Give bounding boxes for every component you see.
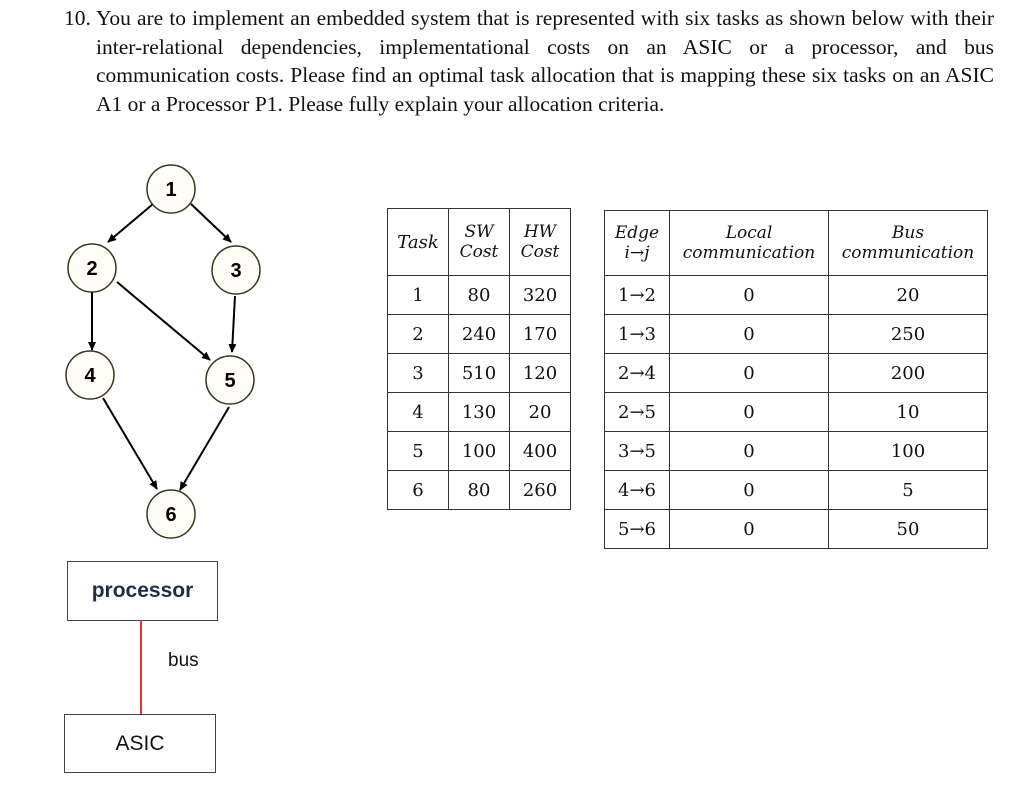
task-cost-row [388,276,571,315]
local-comm-cell: 0 [670,471,829,510]
sw-cost-cell: 80 [449,471,510,510]
bus-comm-cell: 10 [829,393,988,432]
hw-cost-cell: 260 [510,471,571,510]
edge-2-5 [117,282,210,360]
header-task: Task [388,209,449,276]
edge-row [605,510,988,549]
local-comm-cell: 0 [670,393,829,432]
sw-cost-cell: 80 [449,276,510,315]
bus-comm-cell: 100 [829,432,988,471]
bus-label: bus [168,650,199,671]
task-cost-table [387,208,571,510]
edge-4-6 [103,398,157,489]
sw-cost-cell: 100 [449,432,510,471]
task-node-label: 2 [86,258,98,280]
edge-cell: 3→5 [605,432,670,471]
header-local-line2: communication [682,243,816,263]
header-bus-line2: communication [841,243,975,263]
task-node-label: 4 [84,365,96,387]
local-comm-cell: 0 [670,276,829,315]
hw-cost-cell: 20 [510,393,571,432]
edge-cell: 1→3 [605,315,670,354]
edge-3-5 [232,296,235,352]
asic-box: ASIC [64,714,216,773]
hw-cost-cell: 120 [510,354,571,393]
task-id-cell: 4 [388,393,449,432]
header-bus-comm [829,211,988,276]
bus-comm-cell: 20 [829,276,988,315]
processor-box: processor [67,561,218,621]
edge-table-header [605,211,988,276]
header-sw-cost [449,209,510,276]
task-cost-row [388,471,571,510]
task-id-cell: 5 [388,432,449,471]
bus-comm-cell: 5 [829,471,988,510]
edge-5-6 [180,407,229,490]
hw-cost-cell: 400 [510,432,571,471]
header-sw-line2: Cost [459,242,499,262]
task-cost-row [388,315,571,354]
edge-cell: 2→4 [605,354,670,393]
edge-row [605,354,988,393]
question-number: 10. [64,6,91,30]
task-node-label: 1 [165,179,177,201]
header-edge-line1: Edge [614,223,660,243]
bus-comm-cell: 50 [829,510,988,549]
task-cost-row [388,354,571,393]
task-id-cell: 6 [388,471,449,510]
header-local-line1: Local [725,223,773,243]
sw-cost-cell: 130 [449,393,510,432]
local-comm-cell: 0 [670,315,829,354]
edge-row [605,276,988,315]
local-comm-cell: 0 [670,432,829,471]
header-hw-line1: HW [523,222,557,242]
sw-cost-cell: 510 [449,354,510,393]
task-graph [0,0,330,560]
edge-cell: 2→5 [605,393,670,432]
edge-row [605,393,988,432]
edge-cell: 1→2 [605,276,670,315]
hw-cost-cell: 320 [510,276,571,315]
edge-cell: 5→6 [605,510,670,549]
edge-row [605,432,988,471]
edge-row [605,315,988,354]
task-id-cell: 2 [388,315,449,354]
task-id-cell: 1 [388,276,449,315]
header-hw-line2: Cost [520,242,560,262]
task-id-cell: 3 [388,354,449,393]
hw-cost-cell: 170 [510,315,571,354]
sw-cost-cell: 240 [449,315,510,354]
edge-1-3 [191,204,231,242]
task-node-label: 6 [165,504,177,526]
edge-row [605,471,988,510]
header-sw-line1: SW [464,222,494,242]
edge-cell: 4→6 [605,471,670,510]
local-comm-cell: 0 [670,354,829,393]
task-node-label: 5 [224,370,236,392]
task-node-label: 3 [230,260,242,282]
local-comm-cell: 0 [670,510,829,549]
edge-1-2 [108,204,153,242]
cost-table-header [388,209,571,276]
header-edge-line2: i→j [624,243,650,263]
bus-comm-cell: 250 [829,315,988,354]
bus-line [140,620,142,714]
edge-comm-table [604,210,988,549]
task-cost-row [388,432,571,471]
header-bus-line1: Bus [891,223,925,243]
header-hw-cost [510,209,571,276]
bus-comm-cell: 200 [829,354,988,393]
header-edge [605,211,670,276]
header-local-comm [670,211,829,276]
question-body: You are to implement an embedded system that is represented with six tasks as shown below with their inter-relational dependencies, implementational costs on an ASIC or a processor, and bus communication costs. Please find an optimal task allocation that is mapping these six tasks on an ASIC A1 or a Processor P1. Please fully explain your allocation criteria. [96,6,994,116]
task-cost-row [388,393,571,432]
